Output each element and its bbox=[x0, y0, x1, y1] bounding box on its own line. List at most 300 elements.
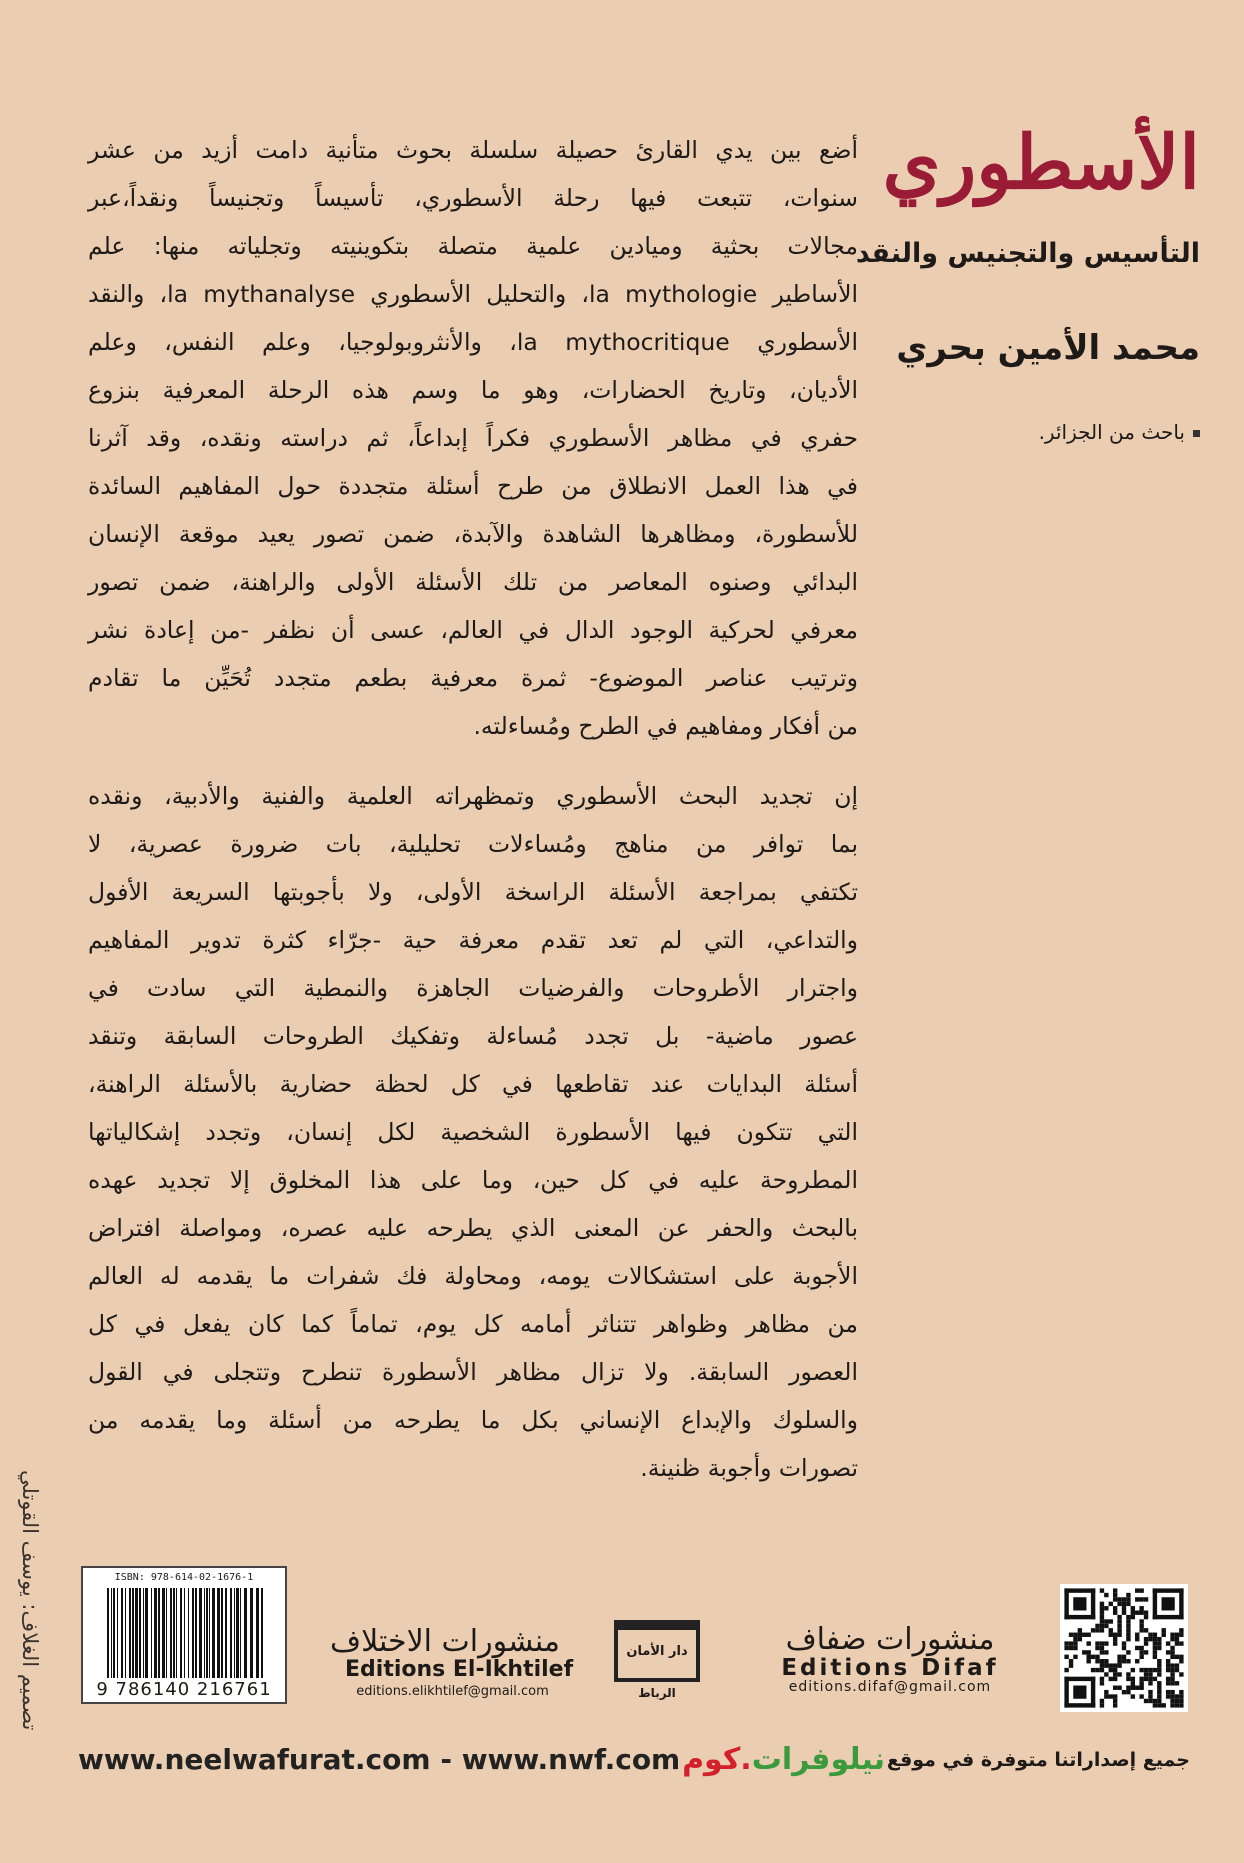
qr-module bbox=[1135, 1597, 1139, 1601]
qr-module bbox=[1100, 1641, 1104, 1645]
blurb-paragraph-1 bbox=[88, 126, 858, 750]
qr-module bbox=[1109, 1602, 1113, 1606]
barcode-bar bbox=[184, 1588, 185, 1678]
qr-module bbox=[1144, 1641, 1148, 1645]
qr-module bbox=[1135, 1686, 1139, 1690]
book-subtitle: التأسيس والتجنيس والنقد bbox=[855, 238, 1200, 269]
ean-number: 9 786140 216761 bbox=[96, 1679, 272, 1700]
blurb-line: والسلوك والإبداع الإنساني بكل ما يطرحه من أسئلة وما يقدمه من bbox=[88, 1406, 858, 1434]
qr-module bbox=[1100, 1677, 1104, 1681]
qr-module bbox=[1126, 1690, 1130, 1694]
qr-module bbox=[1170, 1681, 1174, 1685]
qr-module bbox=[1069, 1641, 1073, 1645]
qr-module bbox=[1139, 1655, 1143, 1659]
barcode-bar bbox=[206, 1588, 208, 1678]
qr-module bbox=[1179, 1699, 1183, 1703]
qr-module bbox=[1166, 1677, 1170, 1681]
qr-module bbox=[1153, 1615, 1184, 1619]
blurb bbox=[88, 126, 858, 1492]
qr-module bbox=[1157, 1703, 1161, 1707]
qr-module bbox=[1095, 1641, 1099, 1645]
barcode-bar bbox=[240, 1588, 241, 1678]
isbn-barcode bbox=[81, 1566, 287, 1704]
qr-module bbox=[1109, 1628, 1113, 1632]
qr-module bbox=[1126, 1659, 1130, 1663]
barcode-bar bbox=[143, 1588, 144, 1678]
barcode-bar bbox=[225, 1588, 227, 1678]
qr-module bbox=[1179, 1655, 1183, 1659]
qr-module bbox=[1179, 1694, 1183, 1698]
qr-module bbox=[1086, 1659, 1090, 1663]
qr-module bbox=[1175, 1694, 1179, 1698]
barcode-bar bbox=[121, 1588, 123, 1678]
qr-module bbox=[1179, 1628, 1183, 1632]
barcode-bar bbox=[176, 1588, 177, 1678]
barcode-bar bbox=[180, 1588, 182, 1678]
qr-module bbox=[1091, 1588, 1095, 1619]
qr-module bbox=[1144, 1699, 1148, 1703]
qr-module bbox=[1157, 1659, 1161, 1663]
qr-module bbox=[1126, 1597, 1130, 1601]
qr-module bbox=[1153, 1641, 1157, 1645]
qr-module bbox=[1175, 1637, 1179, 1641]
qr-module bbox=[1122, 1655, 1126, 1659]
brand-part-3: .كوم bbox=[682, 1742, 752, 1777]
qr-module bbox=[1078, 1637, 1082, 1641]
qr-module bbox=[1170, 1694, 1174, 1698]
blurb-line: العصور السابقة. ولا تزال مظاهر الأسطورة تنطرح وتتجلى في القول bbox=[88, 1358, 858, 1386]
qr-module bbox=[1175, 1703, 1179, 1707]
barcode-bar bbox=[261, 1588, 263, 1678]
qr-module bbox=[1069, 1663, 1073, 1667]
qr-module bbox=[1139, 1681, 1143, 1685]
qr-module bbox=[1175, 1699, 1179, 1703]
qr-module bbox=[1148, 1690, 1152, 1694]
qr-module bbox=[1109, 1677, 1113, 1681]
qr-module bbox=[1153, 1668, 1157, 1672]
qr-module bbox=[1117, 1672, 1121, 1676]
qr-module bbox=[1095, 1668, 1099, 1672]
barcode-bar bbox=[217, 1588, 220, 1678]
qr-module bbox=[1095, 1655, 1099, 1659]
qr-module bbox=[1148, 1637, 1152, 1641]
publisher-difaf-logo bbox=[772, 1624, 1008, 1694]
qr-module bbox=[1179, 1659, 1183, 1663]
cover-design-credit: تصميم الغلاف: يوسف القوتلي bbox=[18, 1470, 42, 1731]
author-bio bbox=[1039, 420, 1200, 444]
qr-module bbox=[1117, 1615, 1121, 1619]
book-title: الأسطوري bbox=[882, 120, 1200, 206]
qr-module bbox=[1131, 1606, 1135, 1610]
qr-module bbox=[1166, 1668, 1170, 1672]
qr-module bbox=[1109, 1694, 1113, 1698]
qr-module bbox=[1157, 1672, 1161, 1676]
qr-module bbox=[1073, 1633, 1077, 1637]
qr-module bbox=[1122, 1602, 1126, 1606]
barcode-bar bbox=[173, 1588, 175, 1678]
qr-module bbox=[1104, 1619, 1108, 1623]
qr-module bbox=[1117, 1659, 1121, 1663]
qr-module bbox=[1135, 1633, 1139, 1637]
qr-module bbox=[1131, 1615, 1135, 1619]
qr-module bbox=[1073, 1655, 1077, 1659]
qr-module bbox=[1162, 1633, 1166, 1637]
qr-module bbox=[1104, 1593, 1108, 1597]
qr-module bbox=[1153, 1677, 1157, 1681]
qr-module bbox=[1148, 1633, 1152, 1637]
qr-module bbox=[1100, 1663, 1104, 1667]
qr-module bbox=[1153, 1650, 1157, 1654]
barcode-bar bbox=[132, 1588, 134, 1678]
qr-module bbox=[1139, 1650, 1143, 1654]
footer-bar bbox=[78, 1742, 1190, 1777]
barcode-bar bbox=[234, 1588, 235, 1678]
barcode-bar bbox=[244, 1588, 247, 1678]
qr-module bbox=[1100, 1610, 1104, 1614]
barcode-bar bbox=[195, 1588, 197, 1678]
qr-module bbox=[1126, 1686, 1130, 1690]
qr-module bbox=[1064, 1703, 1095, 1707]
blurb-line: تكتفي بمراجعة الأسئلة الراسخة الأولى، ولا بأجوبتها السريعة الأفول bbox=[88, 878, 858, 906]
brand-part-2: وفرات bbox=[751, 1742, 850, 1777]
author-name: محمد الأمين بحري bbox=[896, 328, 1200, 368]
qr-module bbox=[1144, 1637, 1148, 1641]
qr-module bbox=[1170, 1655, 1174, 1659]
qr-module bbox=[1148, 1694, 1152, 1698]
qr-module bbox=[1139, 1610, 1143, 1614]
qr-module bbox=[1166, 1659, 1170, 1663]
qr-module bbox=[1113, 1606, 1117, 1610]
qr-module bbox=[1139, 1677, 1143, 1681]
qr-module bbox=[1109, 1619, 1113, 1623]
qr-module bbox=[1139, 1686, 1143, 1690]
qr-module bbox=[1091, 1655, 1095, 1659]
qr-module bbox=[1139, 1628, 1143, 1632]
qr-module bbox=[1073, 1637, 1077, 1641]
qr-module bbox=[1179, 1588, 1183, 1619]
publisher-ikhtilef-logo bbox=[329, 1624, 574, 1699]
qr-module bbox=[1064, 1677, 1068, 1708]
qr-module bbox=[1100, 1659, 1104, 1663]
qr-module bbox=[1135, 1588, 1139, 1592]
blurb-line: الأديان، وتاريخ الحضارات، وهو ما وسم هذه الرحلة المعرفية بنزوع bbox=[88, 376, 858, 404]
qr-module bbox=[1175, 1641, 1179, 1645]
qr-code bbox=[1060, 1584, 1188, 1712]
qr-module bbox=[1139, 1588, 1143, 1592]
qr-module bbox=[1170, 1633, 1174, 1637]
difaf-arabic: منشورات ضفاف bbox=[785, 1622, 995, 1657]
qr-module bbox=[1104, 1641, 1108, 1645]
qr-module bbox=[1170, 1650, 1174, 1654]
qr-module bbox=[1170, 1637, 1174, 1641]
qr-module bbox=[1064, 1615, 1095, 1619]
qr-module bbox=[1157, 1686, 1161, 1690]
qr-module bbox=[1166, 1663, 1170, 1667]
qr-module bbox=[1131, 1668, 1135, 1672]
barcode-bar bbox=[154, 1588, 157, 1678]
qr-module bbox=[1113, 1610, 1117, 1614]
blurb-line: للأسطورة، ومظاهرها الشاهدة والآبدة، ضمن تصور يعيد موقعة الإنسان bbox=[88, 520, 858, 548]
qr-module bbox=[1131, 1677, 1135, 1681]
brand-part-1: نيل bbox=[849, 1742, 886, 1777]
qr-module bbox=[1144, 1677, 1148, 1681]
qr-module bbox=[1078, 1628, 1082, 1632]
blurb-line: تصورات وأجوبة ظنينة. bbox=[640, 1454, 858, 1482]
qr-module bbox=[1117, 1663, 1121, 1667]
qr-module bbox=[1153, 1703, 1157, 1707]
qr-module bbox=[1073, 1597, 1086, 1610]
blurb-paragraph-2 bbox=[88, 772, 858, 1492]
qr-module bbox=[1126, 1637, 1130, 1641]
blurb-line: مجالات بحثية وميادين علمية متصلة بتكوينيته وتجلياته منها: علم bbox=[88, 232, 858, 260]
qr-module bbox=[1086, 1633, 1090, 1637]
qr-module bbox=[1113, 1699, 1117, 1703]
qr-module bbox=[1104, 1624, 1108, 1628]
qr-module bbox=[1100, 1619, 1104, 1623]
qr-module bbox=[1175, 1633, 1179, 1637]
neelwafurat-brand bbox=[682, 1742, 885, 1777]
blurb-line: سنوات، تتبعت فيها رحلة الأسطوري، تأسيساً وتجنيساً ونقداً،عبر bbox=[88, 184, 858, 212]
qr-module bbox=[1153, 1588, 1157, 1619]
qr-module bbox=[1100, 1628, 1104, 1632]
qr-module bbox=[1073, 1641, 1077, 1645]
barcode-bar bbox=[209, 1588, 210, 1678]
barcode-bar bbox=[192, 1588, 194, 1678]
barcode-bar bbox=[107, 1588, 109, 1678]
qr-module bbox=[1148, 1699, 1152, 1703]
qr-module bbox=[1104, 1672, 1108, 1676]
aman-mark: دار الأمان bbox=[614, 1620, 700, 1682]
qr-module bbox=[1157, 1681, 1161, 1685]
qr-module bbox=[1086, 1641, 1090, 1645]
qr-module bbox=[1122, 1610, 1126, 1614]
qr-module bbox=[1170, 1672, 1174, 1676]
qr-module bbox=[1166, 1681, 1170, 1685]
qr-module bbox=[1162, 1628, 1166, 1632]
qr-module bbox=[1095, 1659, 1099, 1663]
qr-module bbox=[1064, 1655, 1068, 1659]
qr-module bbox=[1086, 1655, 1090, 1659]
qr-module bbox=[1113, 1588, 1117, 1592]
blurb-line: البدائي وصنوه المعاصر من تلك الأسئلة الأولى والراهنة، ضمن تصور bbox=[88, 568, 858, 596]
qr-module bbox=[1091, 1628, 1095, 1632]
qr-module bbox=[1126, 1633, 1130, 1637]
barcode-bar bbox=[151, 1588, 152, 1678]
qr-module bbox=[1135, 1646, 1139, 1650]
difaf-latin: Editions Difaf bbox=[781, 1654, 999, 1681]
qr-module bbox=[1064, 1646, 1068, 1650]
qr-module bbox=[1175, 1655, 1179, 1659]
qr-module bbox=[1069, 1659, 1073, 1663]
qr-module bbox=[1100, 1650, 1104, 1654]
qr-module bbox=[1166, 1641, 1170, 1645]
qr-module bbox=[1148, 1681, 1152, 1685]
qr-module bbox=[1113, 1663, 1117, 1667]
qr-module bbox=[1135, 1637, 1139, 1641]
qr-module bbox=[1117, 1628, 1121, 1632]
qr-module bbox=[1122, 1597, 1126, 1601]
qr-module bbox=[1153, 1655, 1157, 1659]
qr-module bbox=[1064, 1677, 1095, 1681]
qr-module bbox=[1157, 1694, 1161, 1698]
qr-module bbox=[1144, 1615, 1148, 1619]
qr-module bbox=[1148, 1677, 1152, 1681]
qr-module bbox=[1135, 1610, 1139, 1614]
qr-module bbox=[1131, 1686, 1135, 1690]
barcode-bar bbox=[221, 1588, 223, 1678]
blurb-line: واجترار الأطروحات والفرضيات الجاهزة والنمطية التي سادت في bbox=[88, 974, 858, 1002]
qr-module bbox=[1091, 1677, 1095, 1708]
qr-module bbox=[1069, 1646, 1073, 1650]
availability-text: جميع إصداراتنا متوفرة في موقع bbox=[886, 1748, 1190, 1771]
qr-module bbox=[1144, 1610, 1148, 1614]
qr-module bbox=[1117, 1619, 1121, 1623]
qr-module bbox=[1126, 1672, 1130, 1676]
barcode-bar bbox=[166, 1588, 167, 1678]
blurb-line: حفري في مظاهر الأسطوري فكراً إبداعاً، ثم دراسته ونقده، وقد آثرنا bbox=[88, 424, 858, 452]
barcode-bar bbox=[212, 1588, 215, 1678]
qr-module bbox=[1166, 1694, 1170, 1698]
ikhtilef-latin: Editions El-Ikhtilef bbox=[345, 1656, 574, 1682]
qr-module bbox=[1113, 1694, 1117, 1698]
qr-module bbox=[1153, 1588, 1184, 1592]
qr-module bbox=[1139, 1624, 1143, 1628]
qr-module bbox=[1153, 1699, 1157, 1703]
qr-module bbox=[1078, 1633, 1082, 1637]
blurb-line: من مظاهر وظواهر تتناثر أمامه كل يوم، تماماً كما كان يفعل في كل bbox=[88, 1310, 858, 1338]
qr-module bbox=[1104, 1650, 1108, 1654]
qr-module bbox=[1139, 1597, 1143, 1601]
qr-module bbox=[1162, 1597, 1175, 1610]
qr-module bbox=[1148, 1668, 1152, 1672]
qr-module bbox=[1166, 1690, 1170, 1694]
qr-module bbox=[1113, 1703, 1117, 1707]
qr-module bbox=[1064, 1588, 1068, 1619]
barcode-bar bbox=[111, 1588, 112, 1678]
qr-module bbox=[1109, 1663, 1113, 1667]
qr-module bbox=[1113, 1597, 1117, 1601]
barcode-bar bbox=[113, 1588, 115, 1678]
qr-module bbox=[1122, 1659, 1126, 1663]
qr-module bbox=[1148, 1672, 1152, 1676]
qr-module bbox=[1100, 1615, 1104, 1619]
qr-module bbox=[1144, 1597, 1148, 1601]
qr-module bbox=[1126, 1619, 1130, 1623]
qr-module bbox=[1153, 1637, 1157, 1641]
blurb-line: الأجوبة على استشكالات يومه، ومحاولة فك شفرات ما يقدمه له العالم bbox=[88, 1262, 858, 1290]
barcode-bar bbox=[236, 1588, 239, 1678]
qr-module bbox=[1091, 1668, 1095, 1672]
barcode-bar bbox=[250, 1588, 253, 1678]
qr-module bbox=[1122, 1690, 1126, 1694]
qr-module bbox=[1157, 1690, 1161, 1694]
qr-module bbox=[1139, 1646, 1143, 1650]
qr-module bbox=[1113, 1593, 1117, 1597]
qr-module bbox=[1157, 1699, 1161, 1703]
qr-module bbox=[1179, 1672, 1183, 1676]
qr-module bbox=[1104, 1606, 1108, 1610]
qr-module bbox=[1117, 1686, 1121, 1690]
blurb-line: عصور ماضية- بل تجدد مُساءلة وتفكيك الطروحات السابقة وتنقد bbox=[88, 1022, 858, 1050]
qr-module bbox=[1126, 1628, 1130, 1632]
qr-module bbox=[1122, 1641, 1126, 1645]
qr-module bbox=[1157, 1646, 1161, 1650]
qr-module bbox=[1170, 1677, 1174, 1681]
blurb-line: الأسطوري la mythocritique، والأنثروبولوجيا، وعلم النفس، وعلم bbox=[88, 328, 858, 356]
qr-module bbox=[1122, 1606, 1126, 1610]
qr-module bbox=[1144, 1628, 1148, 1632]
qr-module bbox=[1144, 1672, 1148, 1676]
qr-module bbox=[1073, 1646, 1077, 1650]
blurb-line: التي تتكون فيها الأسطورة الشخصية لكل إنسان، وتجدد إشكالياتها bbox=[88, 1118, 858, 1146]
website-urls[interactable]: www.neelwafurat.com - www.nwf.com bbox=[78, 1743, 681, 1776]
barcode-bar bbox=[139, 1588, 141, 1678]
qr-module bbox=[1104, 1659, 1108, 1663]
aman-city: الرباط bbox=[638, 1686, 676, 1700]
qr-module bbox=[1100, 1602, 1104, 1606]
blurb-line: أضع بين يدي القارئ حصيلة سلسلة بحوث متأنية دامت أزيد من عشر bbox=[88, 136, 858, 164]
qr-module bbox=[1170, 1699, 1174, 1703]
qr-module bbox=[1131, 1694, 1135, 1698]
qr-module bbox=[1170, 1663, 1174, 1667]
ikhtilef-arabic: منشورات الاختلاف bbox=[329, 1624, 560, 1659]
qr-module bbox=[1157, 1637, 1161, 1641]
qr-module bbox=[1104, 1694, 1108, 1698]
qr-module bbox=[1082, 1633, 1086, 1637]
author-bio-text: باحث من الجزائر. bbox=[1038, 420, 1185, 444]
publisher-aman-logo bbox=[612, 1620, 702, 1700]
qr-module bbox=[1139, 1606, 1143, 1610]
qr-module bbox=[1064, 1588, 1095, 1592]
qr-module bbox=[1064, 1668, 1068, 1672]
blurb-line: معرفي لحركية الوجود الدال في العالم، عسى أن نظفر -من إعادة نشر bbox=[88, 616, 858, 644]
qr-module bbox=[1126, 1602, 1130, 1606]
blurb-line: من أفكار ومفاهيم في الطرح ومُساءلته. bbox=[473, 712, 858, 740]
qr-module bbox=[1095, 1628, 1099, 1632]
qr-module bbox=[1117, 1624, 1121, 1628]
qr-module bbox=[1113, 1677, 1117, 1681]
qr-module bbox=[1179, 1703, 1183, 1707]
qr-module bbox=[1139, 1619, 1143, 1623]
qr-module bbox=[1082, 1650, 1086, 1654]
barcode-bar bbox=[256, 1588, 259, 1678]
qr-module bbox=[1126, 1615, 1130, 1619]
qr-module bbox=[1144, 1668, 1148, 1672]
qr-module bbox=[1135, 1659, 1139, 1663]
blurb-line: الأساطير la mythologie، والتحليل الأسطوري la mythanalyse، والنقد bbox=[88, 280, 859, 308]
qr-module bbox=[1113, 1672, 1117, 1676]
qr-module bbox=[1157, 1641, 1161, 1645]
qr-module bbox=[1179, 1633, 1183, 1637]
qr-module bbox=[1100, 1681, 1104, 1685]
qr-module bbox=[1113, 1686, 1117, 1690]
blurb-line: والتداعي، التي لم تعد تقدم معرفة حية -جرّاء كثرة تدوير المفاهيم bbox=[88, 926, 858, 954]
qr-module bbox=[1170, 1703, 1174, 1707]
qr-module bbox=[1100, 1703, 1104, 1707]
qr-module bbox=[1175, 1681, 1179, 1685]
qr-module bbox=[1126, 1650, 1130, 1654]
qr-module bbox=[1131, 1610, 1135, 1614]
blurb-line: المطروحة عليه في كل حين، وما على هذا المخلوق إلا تجديد عهده bbox=[88, 1166, 858, 1194]
barcode-bar bbox=[125, 1588, 126, 1678]
qr-module bbox=[1117, 1597, 1121, 1601]
barcode-bar bbox=[117, 1588, 118, 1678]
qr-module bbox=[1073, 1686, 1086, 1699]
qr-module bbox=[1100, 1588, 1104, 1592]
barcode-bar bbox=[230, 1588, 232, 1678]
qr-module bbox=[1117, 1633, 1121, 1637]
barcode-bar bbox=[158, 1588, 160, 1678]
